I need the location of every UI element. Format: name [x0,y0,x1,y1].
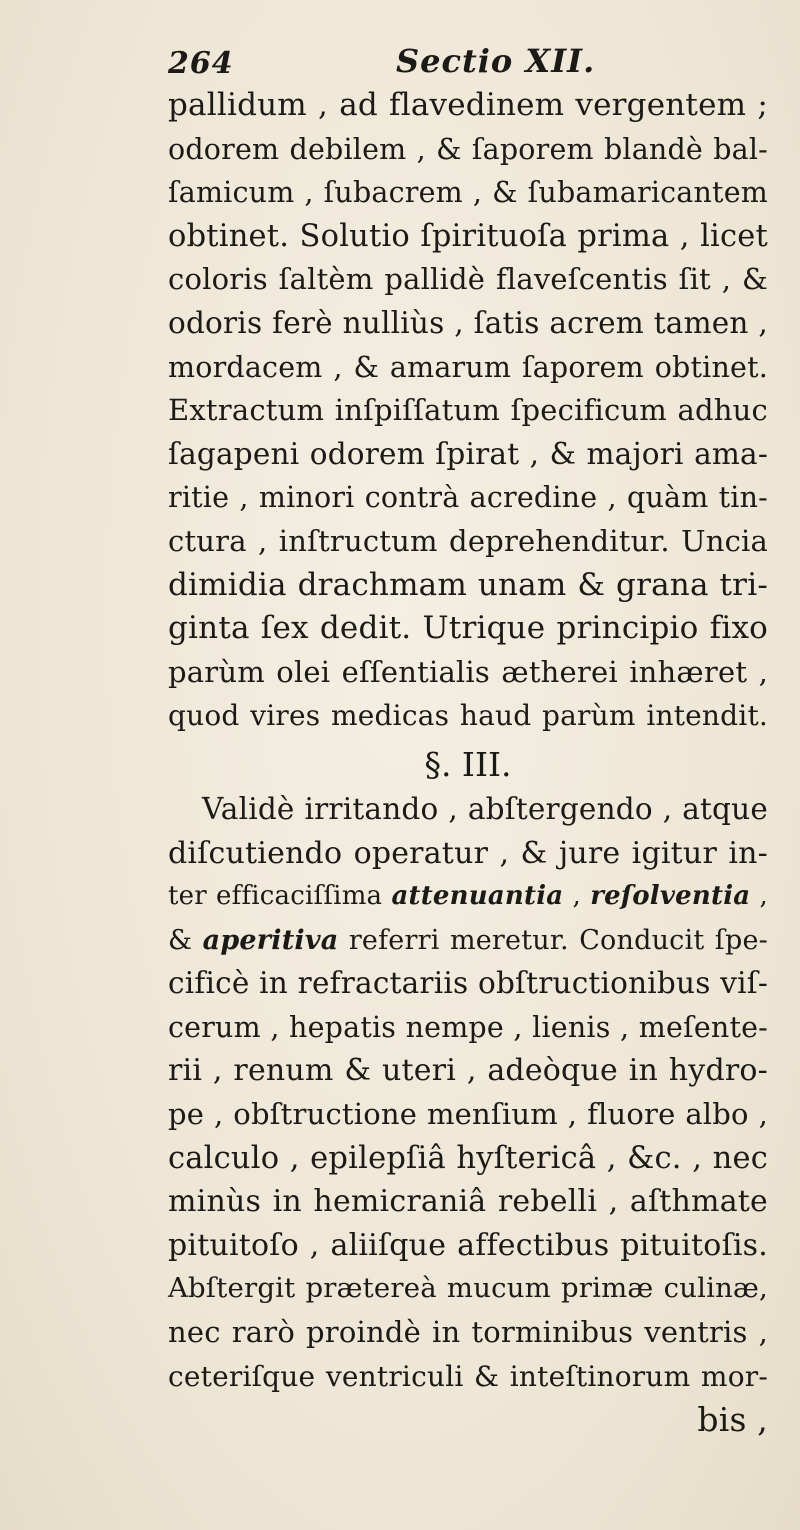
text-segment: ter efficaciſſima [168,881,392,912]
text-line: cerum , hepatis nempe , lienis , meſente- [168,1010,768,1044]
text-segment: , [563,881,591,912]
text-line: ſagapeni odorem ſpirat , & majori ama- [168,436,768,471]
text-line: ritie , minori contrà acredine , quàm tin- [168,481,768,515]
text-line: ſamicum , ſubacrem , & ſubamaricantem [168,176,768,210]
text-line: diſcutiendo operatur , & jure igitur in- [168,835,768,871]
section-heading: §. III. [424,744,512,784]
text-line: calculo , epilepſiâ hyſtericâ , &c. , nec [168,1140,768,1176]
text-segment: referri meretur. Conducit ſpe- [338,924,768,956]
text-line [168,875,768,919]
text-line: rii , renum & uteri , adeòque in hydro- [168,1053,768,1089]
text-line: Abſtergit prætereà mucum primæ culinæ, [168,1272,768,1305]
running-head: Sectio XII. [396,42,596,80]
text-line [168,919,768,963]
text-line: ctura , inſtructum deprehenditur. Uncia [168,523,768,558]
text-line: parùm olei eſſentialis ætherei inhæret , [168,654,768,689]
text-segment: & [168,924,203,956]
text-line: minùs in hemicraniâ rebelli , aſthmate [168,1184,768,1220]
italic-term-resolventia: reſolventia [590,881,751,912]
text-line: odorem debilem , & ſaporem blandè bal- [168,132,768,166]
text-line: pallidum , ad flavedinem vergentem ; [168,87,768,123]
text-line: odoris ferè nulliùs , ſatis acrem tamen , [168,305,768,340]
text-line: coloris ſaltèm pallidè flaveſcentis ſit , & [168,262,768,297]
catchword: bis , [697,1400,768,1440]
text-line: quod vires medicas haud parùm intendit. [168,699,768,733]
body-text [168,84,768,1442]
text-line: Extractum inſpiſſatum ſpecificum adhuc [168,393,768,428]
text-line: obtinet. Solutio ſpirituoſa prima , licet [168,218,768,254]
italic-term-aperitiva: aperitiva [202,924,339,956]
text-line: mordacem , & amarum ſaporem obtinet. [168,350,768,384]
text-line: nec rarò proindè in torminibus ventris , [168,1315,768,1350]
text-line: ceteriſque ventriculi & inteſtinorum mor- [168,1359,768,1393]
text-line: Validè irritando , abſtergendo , atque [202,791,768,826]
text-segment: , [750,881,768,912]
text-line: pe , obſtructione menſium , fluore albo , [168,1097,768,1132]
text-line: pituitoſo , aliiſque affectibus pituitoſis. [168,1227,768,1263]
page-number: 264 [168,46,234,81]
text-line: cificè in refractariis obſtructionibus viſ- [168,966,768,1001]
italic-term-attenuantia: attenuantia [391,881,564,912]
text-line: dimidia drachmam unam & grana tri- [168,566,768,603]
page-header [168,42,768,86]
text-line: ginta ſex dedit. Utrique principio fixo [168,610,768,647]
